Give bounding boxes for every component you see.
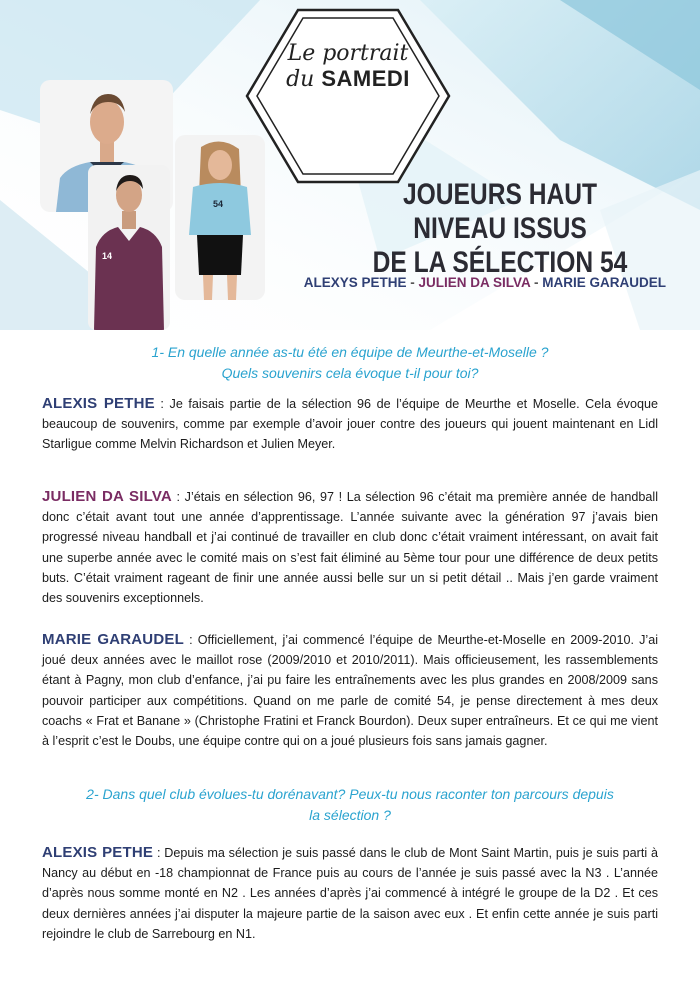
question-2 [60, 784, 640, 826]
answer-name: ALEXIS PETHE [42, 844, 154, 861]
players-separator: - [406, 275, 419, 290]
photo-marie [175, 135, 265, 300]
answer-text: Officiellement, j’ai commencé l’équipe de Meurthe-et-Moselle en 2009-2010. J’ai joué deux années avec le maillot rose (2009/2010 et 2010/2011). Mais officieusement, les rassemblements étant à Pagny, mon club d’enfance, j’ai pu faire les entraînements avec les plus grandes en 2008/2009 sans pouvoir participer aux compétitions. Quand on me parle de comité 54, je pense directement à mes deux coachs « Frat et Banane » (Christophe Fratini et Franck Bourdon). Deux super entraîneurs. Et ce qui me vient à l’esprit c’est le Doubs, une équipe contre qui on a joué plusieurs fois sans jamais gagner. [42, 633, 658, 749]
player-name-marie: MARIE GARAUDEL [542, 275, 666, 290]
answer-text: Je faisais partie de la sélection 96 de l’équipe de Meurthe et Moselle. Cela évoque beaucoup de souvenirs, comme par exemple d’avoir jouer contre des joueurs qui jouent maintenant en Lidl Starligue comme Melvin Richardson et Julien Meyer. [42, 397, 658, 452]
players-separator: - [530, 275, 543, 290]
badge-line2 [243, 66, 453, 93]
marie-jersey-number: 54 [213, 199, 224, 209]
question-1 [60, 342, 640, 384]
badge-text [243, 42, 453, 93]
question-2-line2: la sélection ? [309, 807, 391, 823]
answer-marie [42, 630, 658, 751]
julien-jersey-number: 14 [102, 251, 113, 261]
player-name-julien: JULIEN DA SILVA [418, 275, 531, 290]
title-line1: JOUEURS HAUT NIVEAU ISSUS [402, 178, 598, 245]
answer-alexis-1 [42, 394, 658, 455]
answer-sep: : [154, 397, 170, 411]
answer-name: JULIEN DA SILVA [42, 488, 172, 505]
answer-sep: : [171, 490, 185, 504]
title-line2: DE LA SÉLECTION 54 [372, 246, 628, 279]
players-list [300, 275, 666, 290]
portrait-badge [243, 6, 453, 186]
answer-name: MARIE GARAUDEL [42, 631, 184, 648]
question-1-line1: 1- En quelle année as-tu été en équipe de Meurthe-et-Moselle ? [151, 344, 549, 360]
badge-line2-bold: SAMEDI [321, 66, 410, 91]
question-2-line1: 2- Dans quel club évolues-tu dorénavant? Peux-tu nous raconter ton parcours depuis [86, 786, 614, 802]
answer-sep: : [183, 633, 198, 647]
answer-alexis-2 [42, 843, 658, 944]
question-1-line2: Quels souvenirs cela évoque t-il pour toi? [221, 365, 479, 381]
answer-text: J’étais en sélection 96, 97 ! La sélection 96 c’était ma première année de handball donc c’était avant tout une année d’apprentissage. L’année suivante avec la génération 97 j’avais bien progressé niveau handball et j’ai continué de travailler en club donc c’était vraiment intéressant, on avait fait une superbe année avec le comité mais on s’est fait éliminé au 5ème tour pour une différence de deux petits buts. C’était vraiment rageant de finir une année aussi belle sur un si petit détail .. Mais j’en garde vraiment des souvenirs exceptionnels. [42, 490, 659, 606]
answer-sep: : [153, 846, 165, 860]
badge-line1: Le portrait [287, 41, 409, 66]
answer-text: Depuis ma sélection je suis passé dans le club de Mont Saint Martin, puis je suis parti à Nancy au début en -18 championnat de France puis au cours de l’année je suis passé avec la N3 . L’année d’après nous somme monté en N2 . Les années d’après j’ai commencé à intégré le groupe de la D2 . Et ces deux dernières années j’ai disputer la majeure partie de la saison avec eux . Et enfin cette année je suis parti rejoindre le club de Sarrebourg en N1. [42, 846, 659, 941]
page-title [369, 178, 631, 280]
badge-line2-italic: du [286, 67, 315, 92]
answer-name: ALEXIS PETHE [42, 395, 155, 412]
player-name-alexys: ALEXYS PETHE [303, 275, 407, 290]
answer-julien [42, 487, 658, 608]
photo-julien [88, 165, 170, 330]
